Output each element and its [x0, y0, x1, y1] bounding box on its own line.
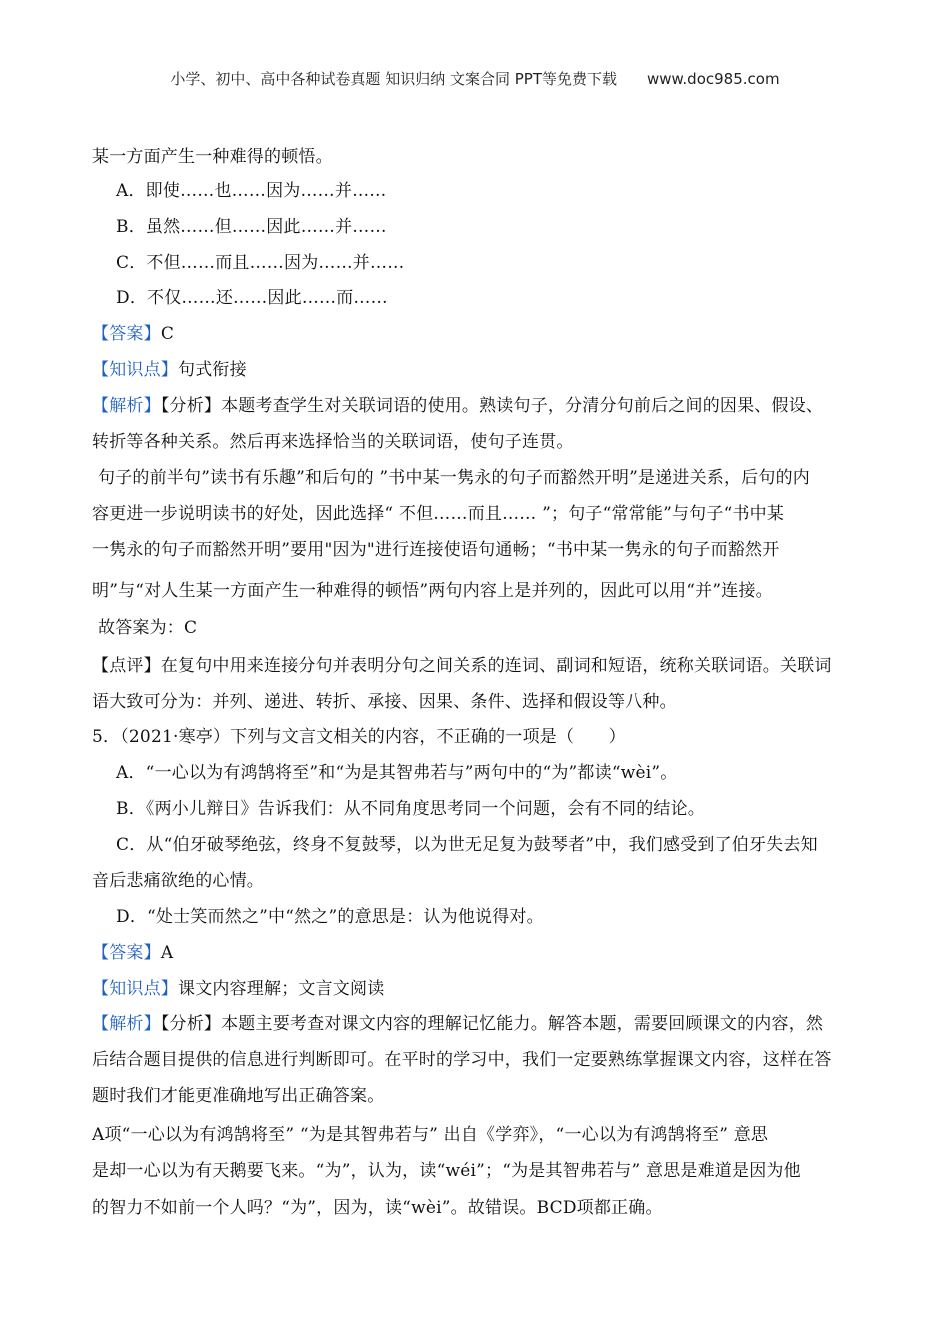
- knowledge-value: 课文内容理解；文言文阅读: [178, 979, 385, 999]
- q4-comment-line-1: 【点评】在复句中用来连接分句并表明分句之间关系的连词、副词和短语，统称关联词语。关联词: [92, 656, 832, 676]
- answer-value: C: [160, 324, 175, 344]
- q4-analysis-line-6: 明”与“对人生某一方面产生一种难得的顿悟”两句内容上是并列的，因此可以用“并”连接。: [92, 581, 773, 601]
- q4-analysis-line-1: [92, 395, 823, 417]
- q4-analysis-line-4: 容更进一步说明读书的好处，因此选择“ 不但……而且…… ”；句子“常常能”与句子“书中某: [92, 504, 785, 524]
- analysis-tag: 【解析】: [92, 396, 161, 416]
- q5-analysis-line-4: A项“一心以为有鸿鹄将至” “为是其智弗若与” 出自《学弈》，“一心以为有鸿鹄将至” 意思: [92, 1125, 769, 1145]
- q5-knowledge-point: [92, 978, 384, 1000]
- q5-answer: [92, 942, 173, 964]
- q5-stem: 5．（2021·寒亭）下列与文言文相关的内容，不正确的一项是（ ）: [92, 727, 626, 747]
- q4-analysis-line-5: 一隽永的句子而豁然开明”要用"因为"进行连接使语句通畅；“书中某一隽永的句子而豁然开: [92, 540, 780, 560]
- header-text: 小学、初中、高中各种试卷真题 知识归纳 文案合同 PPT等免费下载: [170, 70, 617, 88]
- q5-analysis-line-3: 题时我们才能更准确地写出正确答案。: [92, 1086, 385, 1106]
- q4-option-d: D．不仅……还……因此……而……: [116, 288, 388, 308]
- knowledge-tag: 【知识点】: [92, 979, 178, 999]
- q4-option-c: C．不但……而且……因为……并……: [116, 253, 405, 273]
- q4-option-b: B．虽然……但……因此……并……: [116, 217, 387, 237]
- q5-option-b: B．《两小儿辩日》告诉我们：从不同角度思考同一个问题，会有不同的结论。: [116, 799, 705, 819]
- answer-tag: 【答案】: [92, 943, 161, 963]
- q5-option-c: C．从“伯牙破琴绝弦，终身不复鼓琴，以为世无足复为鼓琴者”中，我们感受到了伯牙失去知: [116, 835, 818, 855]
- q5-option-a: A．“一心以为有鸿鹄将至”和“为是其智弗若与”两句中的“为”都读“wèi”。: [116, 763, 678, 783]
- q5-analysis-line-2: 后结合题目提供的信息进行判断即可。在平时的学习中，我们一定要熟练掌握课文内容，这样在答: [92, 1050, 832, 1070]
- q5-analysis-line-5: 是却一心以为有天鹅要飞来。“为”，认为，读“wéi”；“为是其智弗若与” 意思是难道是因为他: [92, 1161, 801, 1181]
- q4-analysis-line-3: 句子的前半句”读书有乐趣”和后句的 ”书中某一隽永的句子而豁然开明”是递进关系，后句的内: [98, 468, 810, 488]
- knowledge-value: 句式衔接: [178, 360, 247, 380]
- q4-comment-line-2: 语大致可分为：并列、递进、转折、承接、因果、条件、选择和假设等八种。: [92, 692, 677, 712]
- page-header: [0, 68, 950, 89]
- q5-analysis-line-6: 的智力不如前一个人吗？“为”，因为，读“wèi”。故错误。BCD项都正确。: [92, 1198, 663, 1218]
- q5-option-d: D．“处士笑而然之”中“然之”的意思是：认为他说得对。: [116, 907, 544, 927]
- analysis-text: 【分析】本题主要考查对课文内容的理解记忆能力。解答本题，需要回顾课文的内容，然: [160, 1014, 824, 1034]
- q5-option-c-cont: 音后悲痛欲绝的心情。: [92, 871, 264, 891]
- q5-analysis-line-1: [92, 1013, 823, 1035]
- analysis-tag: 【解析】: [92, 1014, 161, 1034]
- q4-analysis-line-2: 转折等各种关系。然后再来选择恰当的关联词语，使句子连贯。: [92, 432, 574, 452]
- q4-knowledge-point: [92, 359, 247, 381]
- knowledge-tag: 【知识点】: [92, 360, 178, 380]
- answer-value: A: [160, 943, 174, 963]
- answer-tag: 【答案】: [92, 324, 161, 344]
- q4-answer: [92, 323, 174, 345]
- q4-final-answer: 故答案为：C: [98, 618, 198, 638]
- q4-option-a: A．即使……也……因为……并……: [116, 181, 387, 201]
- q4-continuation: 某一方面产生一种难得的顿悟。: [92, 147, 333, 167]
- analysis-text: 【分析】本题考查学生对关联词语的使用。熟读句子，分清分句前后之间的因果、假设、: [160, 396, 824, 416]
- header-url[interactable]: www.doc985.com: [646, 70, 780, 88]
